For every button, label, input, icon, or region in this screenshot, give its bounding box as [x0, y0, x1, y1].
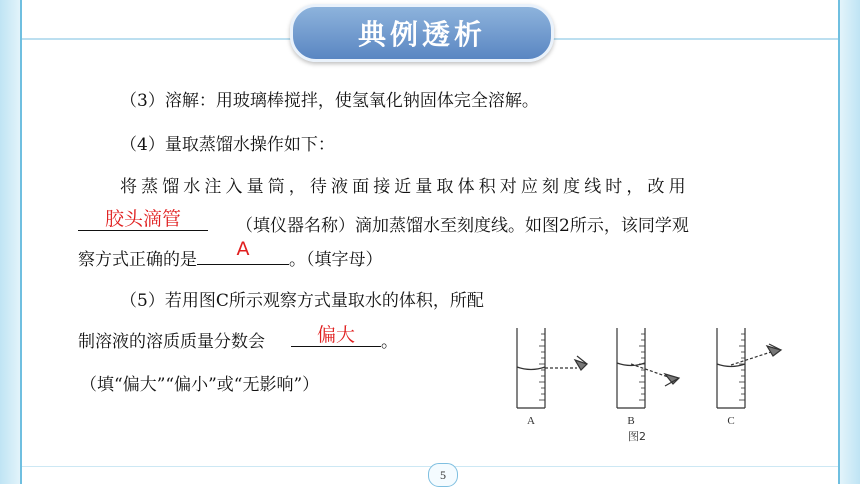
left-frame — [0, 0, 22, 484]
label-b: B — [627, 415, 635, 427]
answer-correct-view: A — [236, 238, 250, 260]
answer-effect: 偏大 — [316, 324, 355, 346]
step-4-heading: （4）量取蒸馏水操作如下： — [120, 135, 335, 155]
figure-caption: 图2 — [628, 430, 646, 443]
step-5-text-1: （5）若用图C所示观察方式量取水的体积，所配 — [120, 291, 484, 311]
step-4-text-3 — [78, 238, 383, 270]
answer-blank-view[interactable] — [197, 238, 289, 265]
answer-blank-effect[interactable] — [291, 326, 381, 347]
step-5-text-3: （填“偏大”“偏小”或“无影响”） — [80, 375, 320, 395]
step-5-text-2 — [78, 326, 398, 352]
cylinder-c — [717, 328, 781, 408]
page-title: 典例透析 — [357, 18, 486, 51]
step-5-text-2-lead: 制溶液的溶质质量分数会 — [78, 332, 265, 352]
right-frame — [838, 0, 860, 484]
figure-2-drawing — [505, 320, 825, 450]
step-4-text-3-rest: 。（填字母） — [289, 250, 383, 270]
answer-instrument: 胶头滴管 — [104, 208, 181, 230]
step-4-text-2-rest: （填仪器名称）滴加蒸馏水至刻度线。如图2所示，该同学观 — [236, 216, 689, 236]
label-c: C — [727, 415, 735, 427]
step-4-text-2 — [78, 210, 689, 236]
answer-blank-instrument[interactable] — [78, 210, 208, 231]
title-banner — [290, 4, 554, 62]
cylinder-b — [617, 328, 679, 408]
step-5-text-2-rest: 。 — [381, 332, 398, 352]
step-4-text-3-lead: 察方式正确的是 — [78, 250, 197, 270]
step-4-text-1: 将蒸馏水注入量筒，待液面接近量取体积对应刻度线时，改用 — [120, 177, 690, 197]
label-a: A — [527, 415, 535, 427]
cylinder-a — [517, 328, 587, 408]
figure-2 — [505, 320, 825, 450]
step-3-text: （3）溶解：用玻璃棒搅拌，使氢氧化钠固体完全溶解。 — [120, 91, 539, 111]
page-number: 5 — [428, 463, 458, 487]
